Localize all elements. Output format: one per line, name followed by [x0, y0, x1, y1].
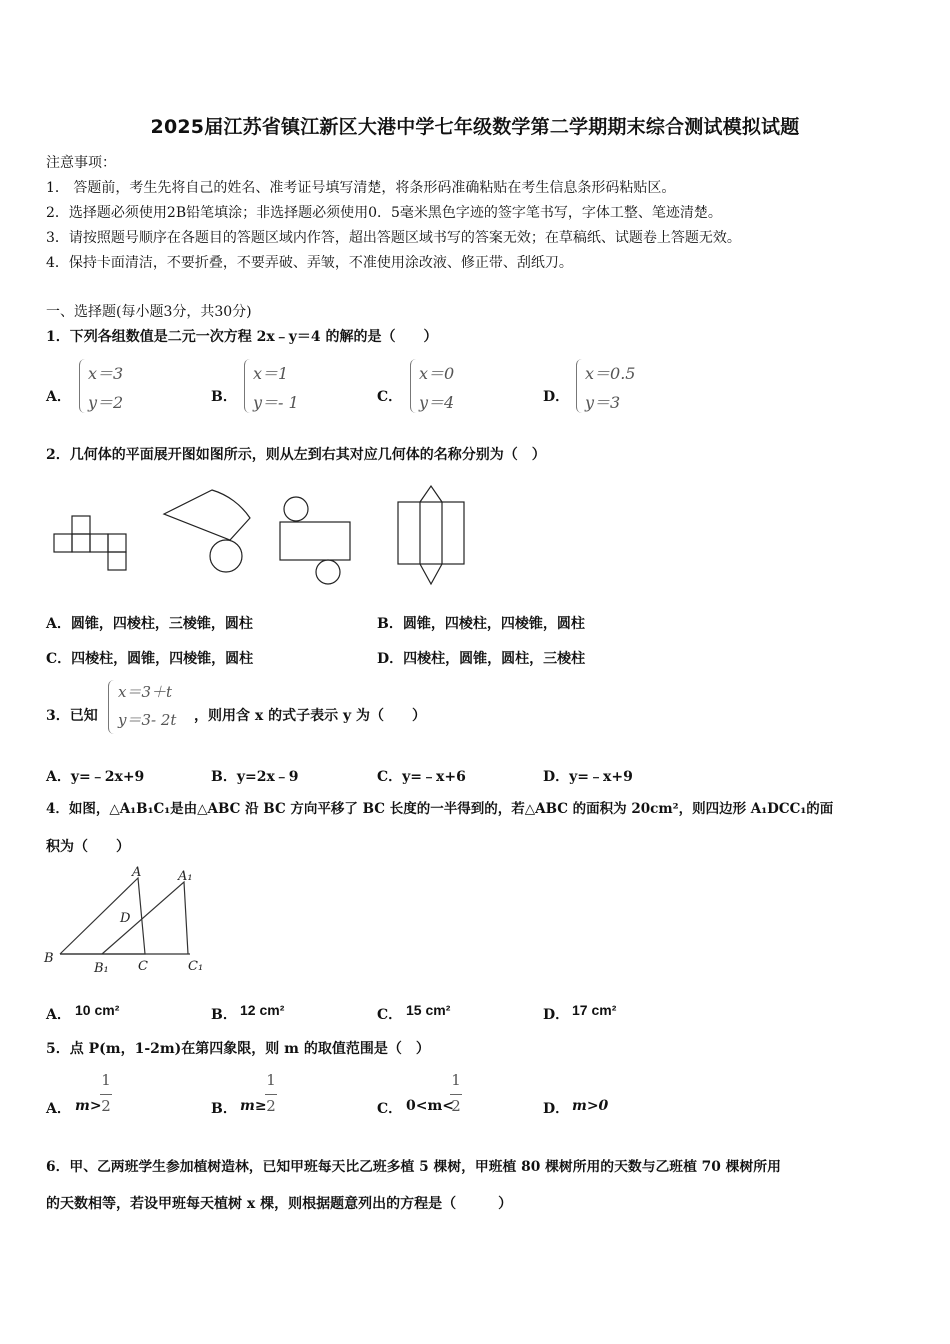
page-title: 2025届江苏省镇江新区大港中学七年级数学第二学期期末综合测试模拟试题	[150, 116, 800, 138]
option-label: C．	[377, 1007, 403, 1023]
option-equation: y＝2	[88, 393, 124, 412]
option-value: 0<m<	[406, 1098, 455, 1114]
option-value: m>	[75, 1098, 102, 1114]
fraction-bar	[450, 1094, 462, 1095]
option-value: 17 cm²	[572, 1002, 617, 1018]
brace-icon	[244, 359, 251, 413]
brace-icon	[108, 680, 115, 734]
label-a1: A₁	[178, 869, 193, 884]
option-label: A．	[46, 389, 71, 405]
option-label: D．	[543, 1101, 570, 1117]
question-3-option: D．y=﹣x+9	[543, 769, 633, 785]
option-label: B．	[211, 1007, 237, 1023]
question-5-stem: 5．点 P(m，1-2m)在第四象限，则 m 的取值范围是（ ）	[46, 1041, 430, 1057]
option-value: 12 cm²	[240, 1002, 285, 1018]
cube-net-diagram	[54, 516, 126, 570]
triangle-abc	[60, 878, 145, 954]
fraction-denominator: 2	[266, 1097, 276, 1115]
question-6-stem: 6．甲、乙两班学生参加植树造林，已知甲班每天比乙班多植 5 棵树，甲班植 80 棵树所用的天数与乙班植 70 棵树所用	[46, 1159, 781, 1175]
option-label: B．	[211, 1101, 237, 1117]
option-equation: x＝3	[88, 364, 124, 383]
option-equation: x＝0	[419, 364, 455, 383]
cone-net-diagram	[164, 490, 250, 572]
option-label: A．	[46, 1007, 71, 1023]
brace-icon	[79, 359, 86, 413]
option-label: D．	[543, 389, 570, 405]
notice-item: 1． 答题前，考生先将自己的姓名、准考证号填写清楚，将条形码准确粘贴在考生信息条形码粘贴区。	[46, 180, 676, 196]
brace-icon	[410, 359, 417, 413]
prism-net-diagram	[398, 486, 464, 584]
question-3-option: C．y=﹣x+6	[377, 769, 466, 785]
label-c1: C₁	[188, 959, 204, 974]
fraction-numerator: 1	[101, 1071, 111, 1089]
question-3-option: A．y=﹣2x+9	[46, 769, 145, 785]
label-d: D	[120, 911, 131, 926]
cylinder-net-diagram	[280, 497, 350, 584]
notice-item: 4．保持卡面清洁，不要折叠，不要弄破、弄皱，不准使用涂改液、修正带、刮纸刀。	[46, 255, 573, 271]
option-equation: x＝1	[253, 364, 289, 383]
system-equation: x＝3＋t	[118, 683, 173, 701]
question-3-option: B．y=2x﹣9	[211, 769, 299, 785]
option-equation: y＝4	[419, 393, 455, 412]
question-6-stem-cont: 的天数相等，若设甲班每天植树 x 棵，则根据题意列出的方程是（ ）	[46, 1196, 513, 1212]
question-2-option: D．四棱柱，圆锥，圆柱，三棱柱	[377, 651, 586, 667]
option-equation: x＝0.5	[585, 364, 636, 383]
fraction-denominator: 2	[101, 1097, 111, 1115]
label-c: C	[138, 959, 148, 974]
section-heading: 一、选择题(每小题3分，共30分)	[46, 304, 252, 320]
question-2-option: A．圆锥，四棱柱，三棱锥，圆柱	[46, 616, 253, 632]
question-3-prefix: 3．已知	[46, 708, 98, 724]
question-4-stem: 4．如图，△A₁B₁C₁是由△ABC 沿 BC 方向平移了 BC 长度的一半得到的，若△ABC 的面积为 20cm²，则四边形 A₁DCC₁的面	[46, 801, 834, 817]
option-value: m≥	[240, 1098, 267, 1114]
fraction-bar	[265, 1094, 277, 1095]
option-label: B．	[211, 389, 237, 405]
option-label: A．	[46, 1101, 71, 1117]
question-3-suffix: ，则用含 x 的式子表示 y 为（ ）	[194, 708, 426, 724]
question-2-stem: 2．几何体的平面展开图如图所示，则从左到右其对应几何体的名称分别为（ ）	[46, 447, 546, 463]
option-value: 15 cm²	[406, 1002, 451, 1018]
fraction-numerator: 1	[451, 1071, 461, 1089]
net-diagrams-figure	[40, 478, 480, 590]
fraction-bar	[100, 1094, 112, 1095]
option-label: C．	[377, 389, 403, 405]
fraction-numerator: 1	[266, 1071, 276, 1089]
fraction-denominator: 2	[451, 1097, 461, 1115]
brace-icon	[576, 359, 583, 413]
label-b: B	[44, 951, 54, 966]
option-equation: y＝3	[585, 393, 621, 412]
notice-heading: 注意事项：	[46, 155, 116, 171]
label-a: A	[132, 865, 142, 880]
question-2-option: C．四棱柱，圆锥，四棱锥，圆柱	[46, 651, 254, 667]
question-2-option: B．圆锥，四棱柱，四棱锥，圆柱	[377, 616, 585, 632]
option-value: m>0	[572, 1098, 609, 1114]
notice-item: 3．请按照题号顺序在各题目的答题区域内作答，超出答题区域书写的答案无效；在草稿纸、试题卷上答题无效。	[46, 230, 741, 246]
option-equation: y＝- 1	[253, 393, 299, 412]
question-4-stem-cont: 积为（ ）	[46, 839, 130, 855]
option-label: D．	[543, 1007, 570, 1023]
system-equation: y＝3- 2t	[118, 711, 177, 729]
option-value: 10 cm²	[75, 1002, 120, 1018]
label-b1: B₁	[94, 961, 109, 976]
notice-item: 2．选择题必须使用2B铅笔填涂；非选择题必须使用0．5毫米黑色字迹的签字笔书写，字体工整、笔迹清楚。	[46, 205, 722, 221]
question-1-stem: 1．下列各组数值是二元一次方程 2x﹣y＝4 的解的是（ ）	[46, 329, 438, 345]
translation-triangle-figure	[40, 862, 212, 978]
option-label: C．	[377, 1101, 403, 1117]
triangle-a1b1c1	[102, 882, 188, 954]
